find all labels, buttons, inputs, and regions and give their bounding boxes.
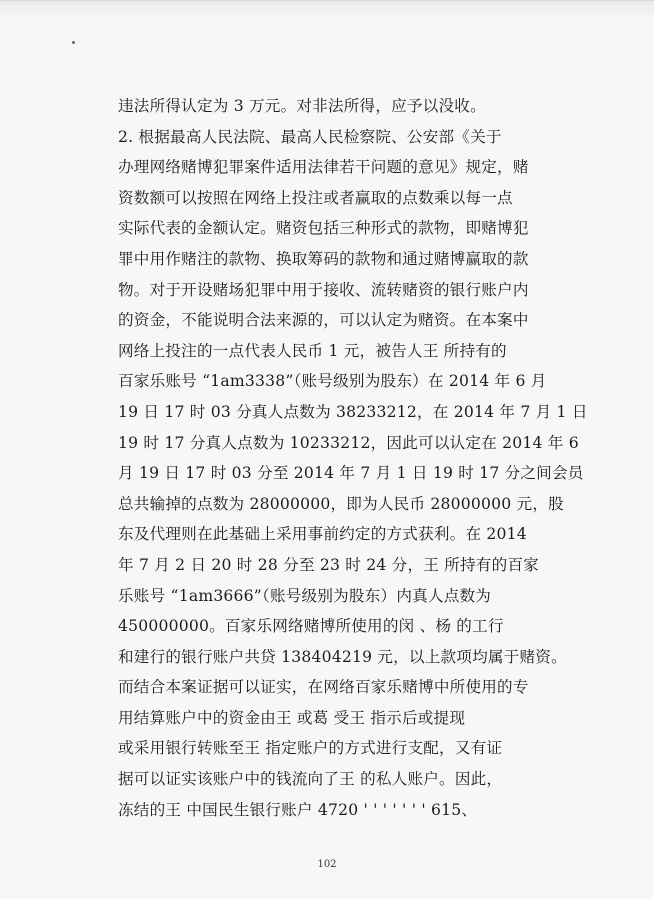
text-line: 2. 根据最高人民法院、最高人民检察院、公安部《关于	[118, 127, 502, 146]
text-line: 19 时 17 分真人点数为 10233212，因此可以认定在 2014 年 6	[118, 433, 579, 452]
text-line: 月 19 日 17 时 03 分至 2014 年 7 月 1 日 19 时 17 分之间会员	[118, 464, 584, 483]
text-line: 实际代表的金额认定。赌资包括三种形式的款物，即赌博犯	[118, 219, 529, 238]
text-line: 百家乐账号 “1am3338”（账号级别为股东）在 2014 年 6 月	[118, 372, 547, 391]
text-line: 东及代理则在此基础上采用事前约定的方式获利。在 2014	[118, 525, 527, 544]
text-line: 网络上投注的一点代表人民币 1 元，被告人王 所持有的	[118, 341, 507, 360]
text-line: 19 日 17 时 03 分真人点数为 38233212，在 2014 年 7 月 1 日	[118, 402, 588, 421]
text-line: 资数额可以按照在网络上投注或者赢取的点数乘以每一点	[118, 188, 513, 207]
scan-shadow	[0, 1, 654, 19]
text-line: 用结算账户中的资金由王 或葛 受王 指示后或提现	[118, 708, 466, 727]
text-line: 物。对于开设赌场犯罪中用于接收、流转赌资的银行账户内	[118, 280, 529, 299]
text-line: 而结合本案证据可以证实，在网络百家乐赌博中所使用的专	[118, 678, 529, 697]
text-line: 年 7 月 2 日 20 时 28 分至 23 时 24 分，王 所持有的百家	[118, 555, 539, 574]
text-line: 乐账号 “1am3666”（账号级别为股东）内真人点数为	[118, 586, 492, 605]
document-body	[118, 91, 602, 825]
text-line: 450000000。百家乐网络赌博所使用的闵 、杨 的工行	[118, 617, 504, 636]
text-line: 办理网络赌博犯罪案件适用法律若干问题的意见》规定，赌	[118, 158, 529, 177]
text-line: 违法所得认定为 3 万元。对非法所得，应予以没收。	[118, 97, 486, 115]
scan-speck	[72, 41, 75, 44]
text-line: 据可以证实该账户中的钱流向了王 的私人账户。因此，	[118, 770, 503, 789]
text-line: 和建行的银行账户共贷 138404219 元，以上款项均属于赌资。	[118, 647, 567, 666]
text-line: 或采用银行转账至王 指定账户的方式进行支配，又有证	[118, 739, 503, 758]
page-number: 102	[317, 859, 337, 870]
text-line: 罪中用作赌注的款物、换取筹码的款物和通过赌博赢取的款	[118, 249, 529, 268]
text-line: 冻结的王 中国民生银行账户 4720 ' ' ' ' ' ' ' 615、	[118, 800, 478, 819]
text-line: 的资金，不能说明合法来源的，可以认定为赌资。在本案中	[118, 311, 529, 330]
text-line: 总共输掉的点数为 28000000，即为人民币 28000000 元，股	[118, 494, 564, 513]
